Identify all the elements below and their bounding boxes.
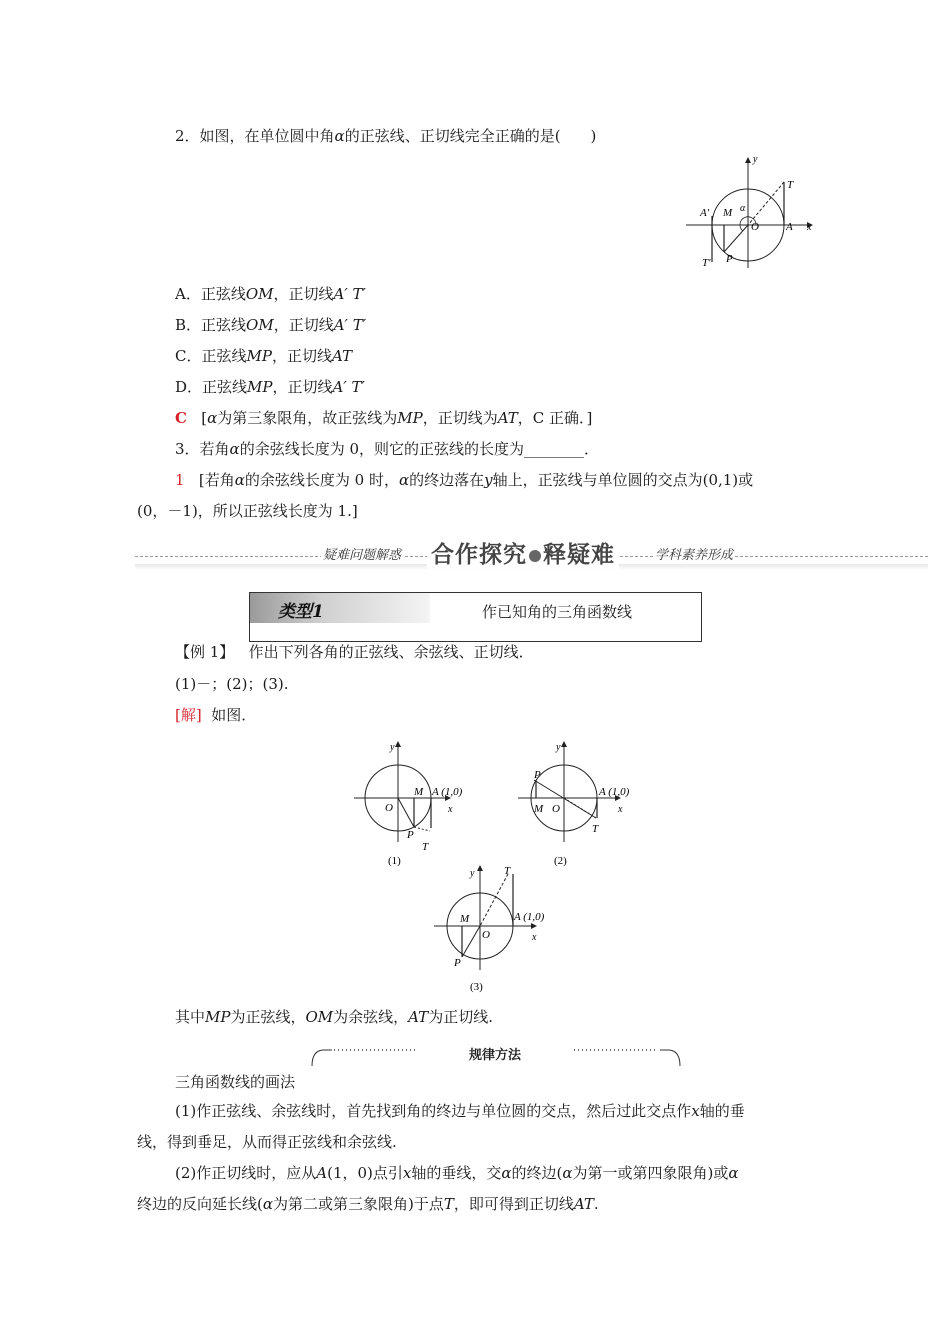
conclusion-part: 为正切线. (428, 1008, 493, 1026)
answer-letter: C (175, 409, 187, 427)
figure-2 (514, 738, 644, 868)
alpha-symbol: α (562, 1164, 573, 1182)
option-segment: AT (331, 347, 352, 365)
P-label: P (407, 829, 414, 841)
O-label: O (482, 929, 490, 941)
x-label: x (448, 804, 453, 815)
example1-line (175, 642, 534, 662)
example1-label: 【例 1】 (175, 643, 235, 661)
method-p1-line2: 线，得到垂足，从而得正弦线和余弦线. (137, 1133, 397, 1151)
banner-dot-icon (529, 550, 541, 562)
q2-stem (175, 126, 596, 146)
alpha-symbol: α (501, 1164, 512, 1182)
T-prime-label: T′ (702, 257, 711, 269)
option-label: B．正弦线 (175, 316, 247, 334)
method-text: 为第二或第三象限角)于点 (273, 1195, 444, 1213)
alpha-symbol: α (728, 1164, 739, 1182)
method-text: . (593, 1195, 599, 1213)
q3-answer-line2: (0，－1)，所以正弦线长度为 1.] (137, 502, 358, 520)
alpha-symbol: α (229, 440, 240, 458)
y-symbol: y (484, 471, 493, 489)
type1-tag-label: 类型1 (278, 602, 324, 622)
banner-title-part: 释疑难 (543, 542, 615, 568)
banner-title-part: 合作探究 (431, 542, 527, 568)
y-label: y (470, 868, 475, 879)
banner-title (427, 536, 619, 569)
answer-part: 的终边落在 (409, 471, 485, 489)
q3-stem (175, 439, 599, 459)
method-text: 为第一或第四象限角)或 (572, 1164, 729, 1182)
x-label: x (807, 222, 812, 233)
fig1-caption: (1) (388, 855, 401, 867)
type1-tag (250, 593, 430, 623)
T-label: T (422, 841, 429, 853)
T-symbol: T (443, 1195, 454, 1213)
T-label: T (787, 179, 794, 191)
y-label: y (753, 154, 758, 165)
method-header (312, 1044, 678, 1066)
answer-value: 1 (175, 471, 185, 489)
conclusion-part: OM (305, 1008, 334, 1026)
example1-items: (1)－；(2)；(3). (175, 675, 289, 693)
answer-part: MP (397, 409, 423, 427)
conclusion-part: 其中 (175, 1008, 206, 1026)
option-label: C．正弦线 (175, 347, 247, 365)
y-label: y (390, 742, 395, 753)
answer-part: [若角 (198, 471, 235, 489)
q3-stem-part: 3．若角 (175, 440, 230, 458)
terminal-side (724, 225, 748, 252)
example1-text: 作出下列各角的正弦线、余弦线、正切线． (248, 643, 534, 661)
answer-part: ，C 正确．] (517, 409, 593, 427)
option-label: D．正弦线 (175, 378, 248, 396)
A-prime-label: A′ (700, 207, 710, 219)
conclusion-part: 为余弦线， (333, 1008, 409, 1026)
q2-stem-part: 的正弦线、正切线完全正确的是( ) (344, 127, 597, 145)
alpha-symbol: α (398, 471, 410, 489)
method-text: (1，0)点引 (327, 1164, 403, 1182)
method-p2-line2 (137, 1194, 599, 1214)
answer-part: 轴上，正弦线与单位圆的交点为(0,1)或 (492, 471, 754, 489)
option-label: A．正弦线 (175, 285, 246, 303)
method-text: 轴的垂 (699, 1102, 745, 1120)
method-text: ，即可得到正切线 (453, 1195, 574, 1213)
figure-1 (352, 738, 478, 868)
q2-answer (175, 408, 592, 428)
example1-solution (175, 705, 256, 725)
solution-tag: [解] (175, 706, 202, 724)
conclusion-part: AT (408, 1008, 429, 1026)
x-symbol: x (691, 1102, 700, 1120)
option-segment: OM (246, 316, 274, 334)
option-mid: ，正切线 (272, 378, 333, 396)
alpha-label: α (740, 203, 746, 214)
alpha-symbol: α (234, 471, 245, 489)
option-segment: A′ T′ (332, 378, 365, 396)
A-label: A (786, 221, 793, 233)
alpha-symbol: α (207, 409, 218, 427)
O-label: O (385, 802, 393, 814)
A-symbol: A (316, 1164, 328, 1182)
A-label: A (1,0) (432, 786, 463, 798)
answer-part: ，正切线为 (422, 409, 498, 427)
method-text: 的终边( (511, 1164, 563, 1182)
method-text: 终边的反向延长线( (137, 1195, 263, 1213)
P-label: P (454, 957, 461, 969)
q2-option-b (175, 315, 366, 335)
x-label: x (618, 804, 623, 815)
x-label: x (532, 932, 537, 943)
method-text: (2)作正切线时，应从 (175, 1164, 317, 1182)
q2-figure (686, 154, 820, 270)
section-banner (135, 534, 928, 578)
method-p2-line1 (175, 1163, 739, 1183)
alpha-symbol: α (334, 127, 345, 145)
example1-conclusion (175, 1007, 493, 1027)
banner-left-text: 疑难问题解惑 (321, 544, 403, 563)
conclusion-part: 为正弦线， (230, 1008, 306, 1026)
M-label: M (723, 207, 733, 219)
option-segment: MP (246, 347, 272, 365)
method-title: 规律方法 (468, 1048, 521, 1063)
P-label: P (534, 769, 541, 781)
option-segment: OM (245, 285, 274, 303)
fig2-caption: (2) (554, 855, 567, 867)
alpha-symbol: α (262, 1195, 273, 1213)
fig3-caption: (3) (470, 981, 483, 993)
q2-option-a (175, 284, 366, 304)
q3-stem-part: 的余弦线长度为 0，则它的正弦线的长度为________． (239, 440, 600, 458)
A-label: A (1,0) (599, 786, 630, 798)
option-mid: ，正切线 (273, 316, 334, 334)
option-mid: ，正切线 (273, 285, 334, 303)
method-p1-line1 (175, 1101, 745, 1121)
q2-option-d (175, 377, 365, 397)
A-label: A (1,0) (514, 911, 545, 923)
answer-part: 为第三象限角，故正弦线为 (217, 409, 398, 427)
q3-answer-line1 (175, 470, 753, 490)
method-text: 轴的垂线，交 (411, 1164, 502, 1182)
option-segment: MP (247, 378, 273, 396)
method-text: (1)作正弦线、余弦线时，首先找到角的终边与单位圆的交点，然后过此交点作 (175, 1102, 692, 1120)
T-label: T (504, 865, 511, 877)
solution-text: 如图． (211, 706, 257, 724)
M-label: M (534, 803, 544, 815)
M-label: M (414, 786, 424, 798)
O-label: O (552, 803, 560, 815)
O-label: O (751, 221, 759, 233)
q2-option-c (175, 346, 352, 366)
option-mid: ，正切线 (271, 347, 332, 365)
type1-box (249, 592, 702, 642)
type1-title: 作已知角的三角函数线 (482, 603, 633, 621)
M-label: M (460, 913, 470, 925)
option-segment: A′ T′ (333, 285, 366, 303)
P-label: P (726, 253, 733, 265)
y-label: y (556, 742, 561, 753)
method-heading: 三角函数线的画法 (175, 1073, 296, 1091)
answer-part: AT (497, 409, 518, 427)
answer-part: 的余弦线长度为 0 时， (244, 471, 399, 489)
conclusion-part: MP (205, 1008, 231, 1026)
figure-3 (432, 862, 562, 994)
answer-part: [ (201, 409, 208, 427)
AT-symbol: AT (573, 1195, 594, 1213)
q2-stem-part: 2．如图，在单位圆中角 (175, 127, 335, 145)
x-symbol: x (402, 1164, 412, 1182)
banner-right-text: 学科素养形成 (653, 544, 735, 563)
T-label: T (592, 823, 599, 835)
option-segment: A′ T′ (333, 316, 367, 334)
